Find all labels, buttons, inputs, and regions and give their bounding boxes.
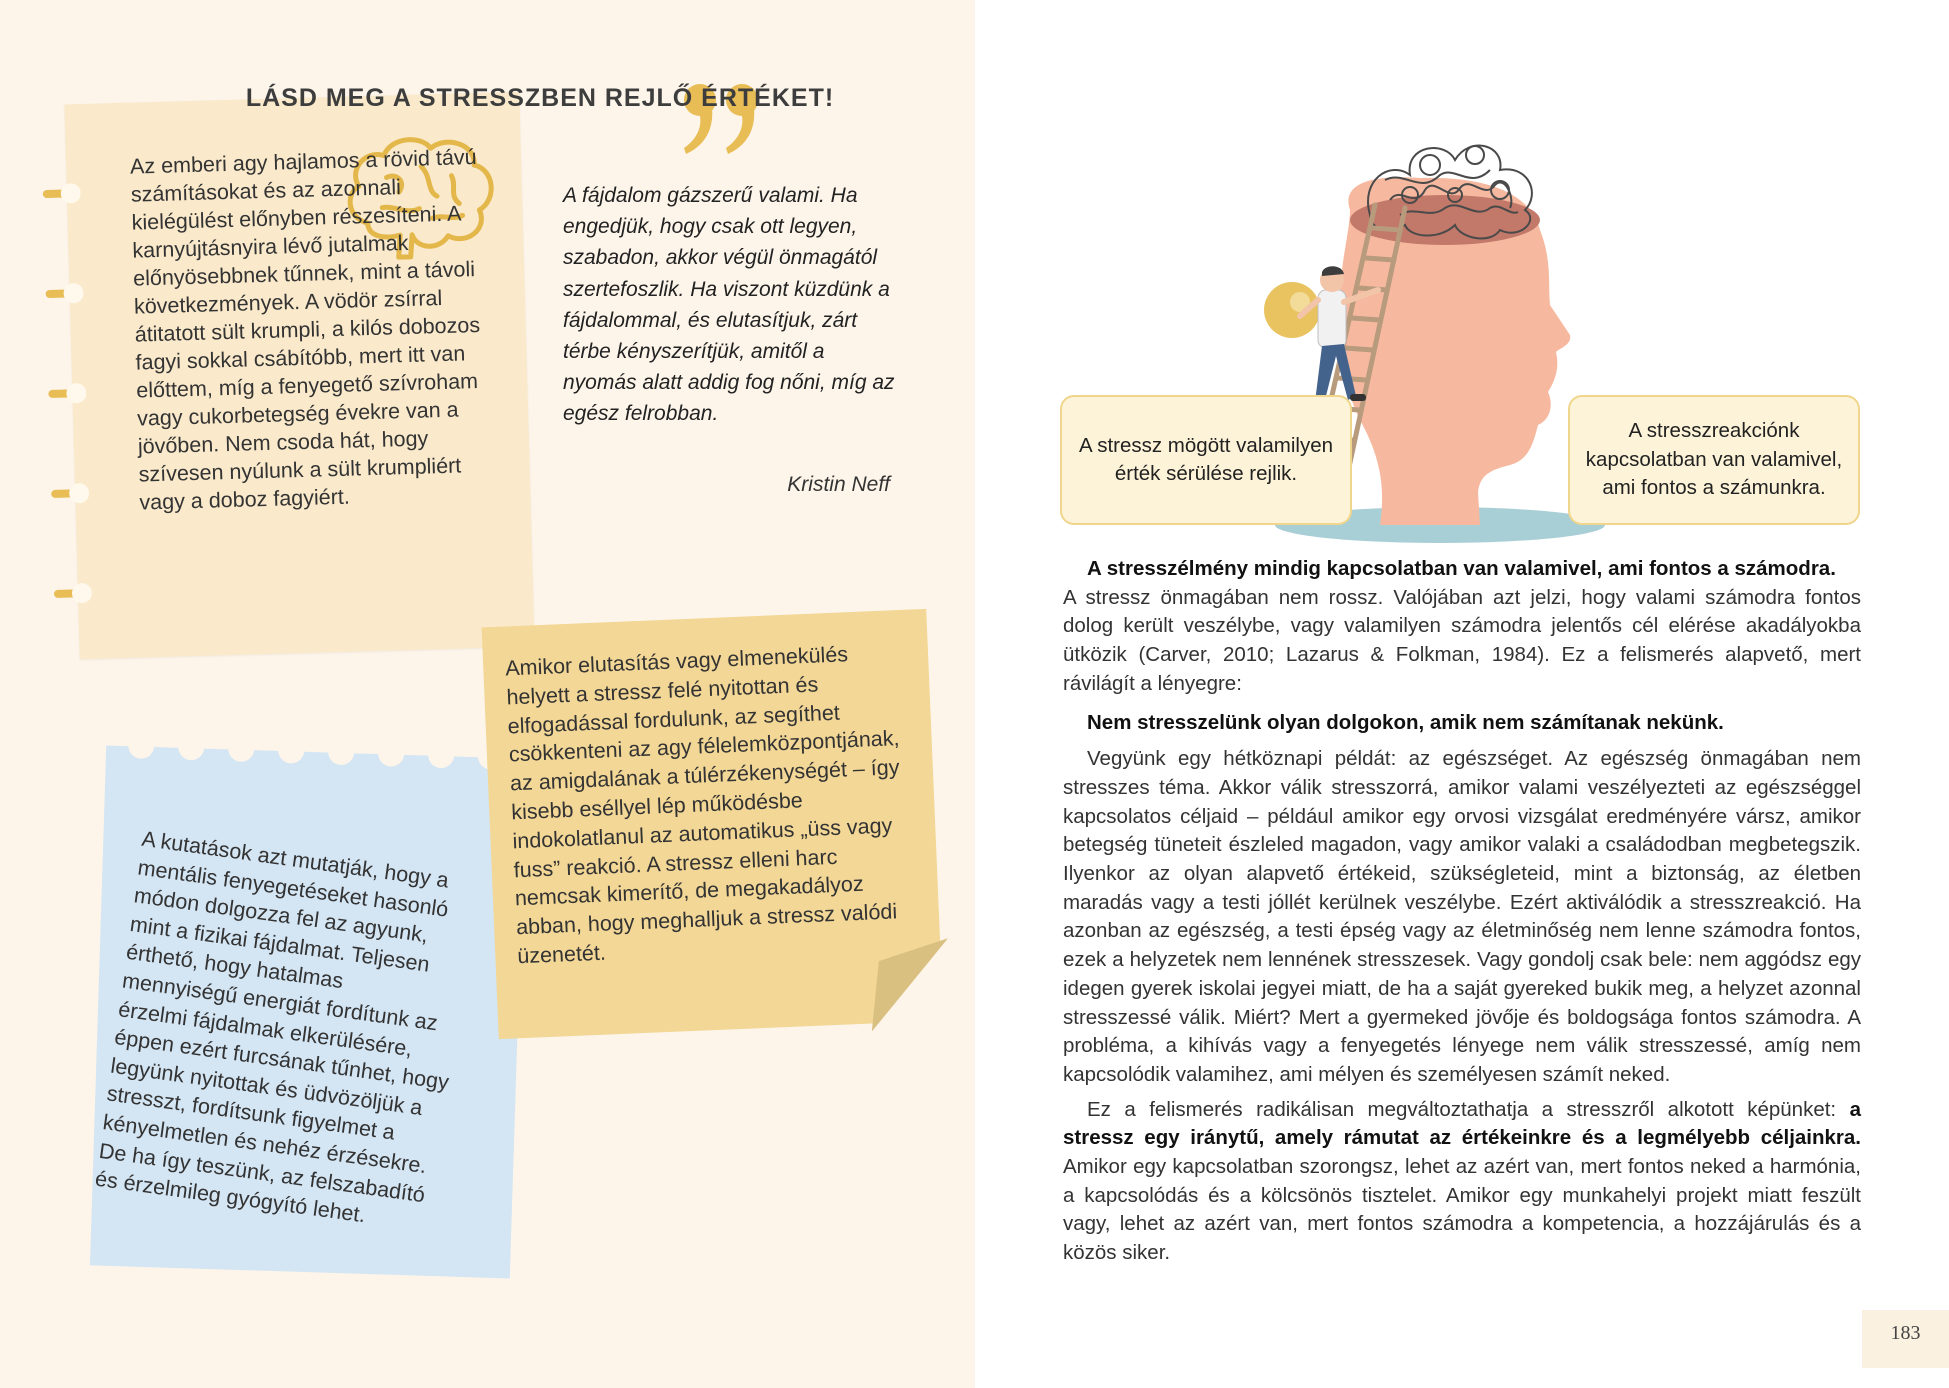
page-number: 183 xyxy=(1890,1322,1921,1344)
callout-left: A stressz mögött valamilyen érték sérülése rejlik. xyxy=(1060,395,1352,525)
binder-hole xyxy=(61,183,82,204)
binder-hole xyxy=(63,283,84,304)
page-title: LÁSD MEG A STRESSZBEN REJLŐ ÉRTÉKET! xyxy=(245,84,835,112)
paragraph-3-start: Ez a felismerés radikálisan megváltoztathatja a stresszről alkotott képünket: xyxy=(1087,1097,1837,1121)
key-sentence: Nem stresszelünk olyan dolgokon, amik nem számítanak nekünk. xyxy=(1087,710,1724,734)
brain-note-text: Az emberi agy hajlamos a rövid távú számításokat és az azonnali kielégülést előnyben részesíteni. A karnyújtásnyira lévő jutalmak előnyösebbnek tűnnek, mint a távoli következmények. A vödör zsírral átitatott sült krumpli, a kilós dobozos fagyi sokkal csábítóbb, mert itt van előttem, míg a fenyegető szívroham vagy cukorbetegség évekre van a jövőben. Nem csoda hát, hogy szívesen nyúlunk a sült krumpliért vagy a doboz fagyiért. xyxy=(129,144,481,515)
article-body xyxy=(1063,555,1861,1268)
yellow-note xyxy=(482,609,944,1039)
page-curl xyxy=(868,938,952,1031)
brain-note xyxy=(64,92,534,659)
callout-right: A stresszreakciónk kapcsolatban van valamivel, ami fontos a számunkra. xyxy=(1568,395,1860,525)
blue-note xyxy=(90,746,526,1279)
binder-hole xyxy=(66,383,87,404)
tear-hole xyxy=(278,737,305,764)
tear-hole xyxy=(128,732,155,759)
blue-note-text: A kutatások azt mutatják, hogy a mentális fenyegetéseket hasonló módon dolgozza fel az agyunk, mint a fizikai fájdalmat. Teljesen érthető, hogy hatalmas mennyiségű energiát fordítunk az érzelmi fájdalmak elkerülésére, éppen ezért furcsának tűnhet, hogy legyünk nyitottak és üdvözöljük a stresszt, fordítsunk figyelmet a kényelmetlen és nehéz érzésekre. De ha így teszünk, az felszabadító és érzelmileg gyógyító lehet. xyxy=(93,826,451,1228)
tear-hole xyxy=(428,742,455,769)
quote-author: Kristin Neff xyxy=(787,473,890,496)
binder-hole xyxy=(72,583,93,604)
tear-hole xyxy=(378,740,405,767)
tear-hole xyxy=(328,739,355,766)
paragraph-3-bold: a stressz egy iránytű, amely rámutat az értékeinkre és a legmélyebb céljainkra. xyxy=(1063,1097,1861,1150)
quote-text: A fájdalom gázszerű valami. Ha engedjük, hogy csak ott legyen, szabadon, akkor végül önmagától szertefoszlik. Ha viszont küzdünk a fájdalommal, és elutasítjuk, zárt térbe kényszerítjük, amitől a nyomás alatt addig fog nőni, míg az egész felrobban. xyxy=(563,184,895,426)
paragraph-3 xyxy=(1063,1096,1861,1268)
paragraph-3-end: Amikor egy kapcsolatban szorongsz, lehet az azért van, mert fontos neked a harmónia, a kapcsolódás és a kölcsönös tisztelet. Amikor egy munkahelyi projekt miatt feszült vagy, lehet az azért van, mert fontos számodra a kompetencia, a hozzájárulás és a közös siker. xyxy=(1063,1155,1861,1265)
tear-hole xyxy=(228,735,255,762)
yellow-note-text: Amikor elutasítás vagy elmenekülés helyett a stressz felé nyitottan és elfogadással fordulunk, az segíthet csökkenteni az agy félelemközpontjának, az amigdalának a túlérzékenységét – így kisebb eséllyel lép működésbe indokolatlanul az automatikus „üss vagy fuss” reakció. A stressz elleni harc nemcsak kimerítő, de megakadályoz abban, hogy meghalljuk a stressz valódi üzenetét. xyxy=(504,642,900,969)
paragraph-1: A stressz önmagában nem rossz. Valójában azt jelzi, hogy valami számodra fontos dolog került veszélybe, vagy valamilyen számodra jelentős cél elérése akadályokba ütközik (Carver, 2010; Lazarus & Folkman, 1984). Ez a felismerés alapvető, mert rávilágít a lényegre: xyxy=(1063,585,1861,695)
paragraph-2: Vegyünk egy hétköznapi példát: az egészséget. Az egészség önmagában nem stresszes téma. Akkor válik stresszorrá, amikor valami veszélyezteti az egészséggel kapcsolatos céljaid – például amikor egy orvosi vizsgálat eredményére vársz, amikor betegség tüneteit észleled magadon, vagy amikor valaki a családodban megbetegszik. Ilyenkor az olyan alapvető értékeid, szükségleteid, mint a biztonság, az életben maradás vagy a testi jóllét kerülnek veszélybe. Ezért aktiválódik a stresszreakció. Ha azonban az egészség, a testi épség vagy az életminőség nem lenne számodra fontos, ezek a helyzetek nem lennének stresszesek. Vagy gondolj csak bele: nem aggódsz egy idegen gyerek iskolai jegyei miatt, de ha a saját gyereked bukik meg, a helyzet azonnal stresszessé válik. Miért? Mert a gyermeked jövője és boldogsága fontos számodra. A probléma, a kihívás vagy a fenyegetés lényege nem válik stresszessé, amíg nem kapcsolódik valamihez, ami mélyen és személyesen számít neked. xyxy=(1063,747,1861,1086)
tear-hole xyxy=(178,734,205,761)
lead-sentence: A stresszélmény mindig kapcsolatban van valamivel, ami fontos a számodra. xyxy=(1087,557,1836,580)
binder-hole xyxy=(69,483,90,504)
